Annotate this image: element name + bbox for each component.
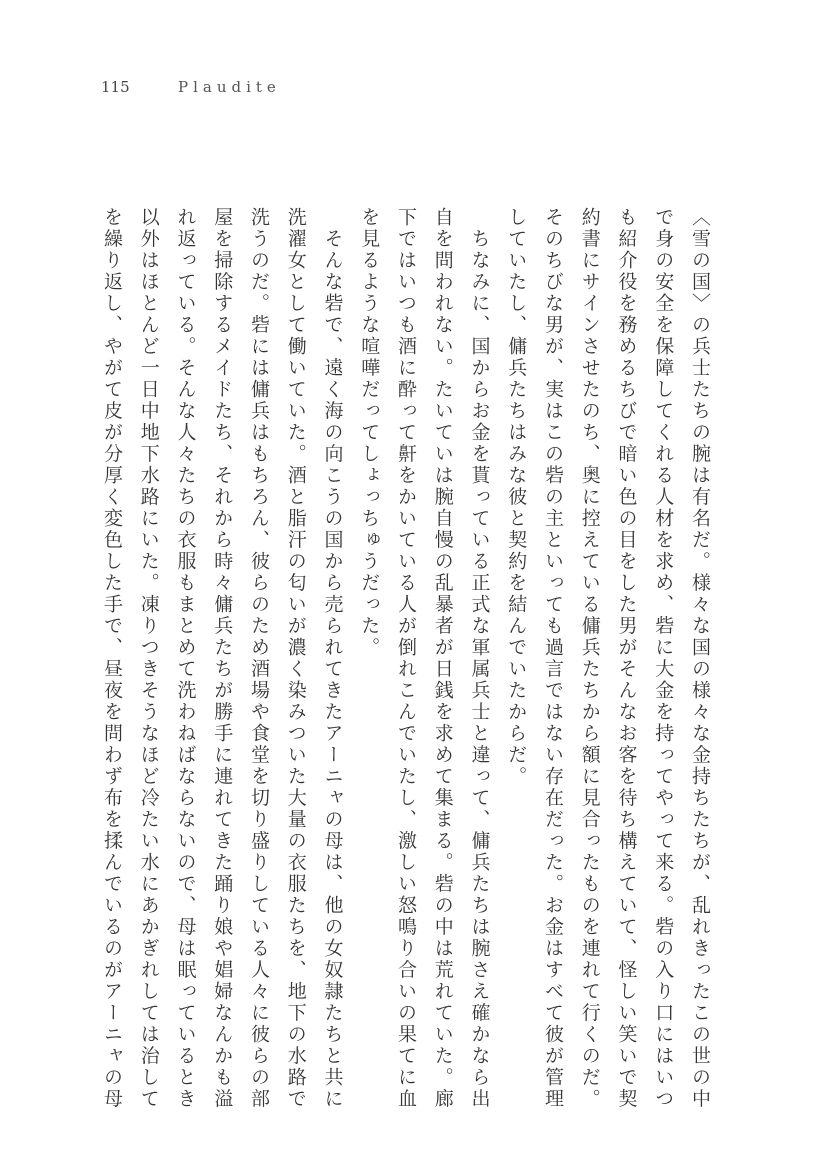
text-line: で身の安全を保障してくれる人材を求め、砦に大金を持ってやって来る。砦の入り口にはいつ xyxy=(652,207,675,1110)
text-line: 自を問われない。たいていは腕自慢の乱暴者が日銭を求めて集まる。砦の中は荒れていた。廊 xyxy=(431,207,454,1110)
text-line: 下ではいつも酒に酔って鼾をかいている人が倒れこんでいたし、激しい怒鳴り合いの果てに血 xyxy=(395,207,417,1110)
text-line: 約書にサインさせたのち、奥に控えている傭兵たちから額に見合ったものを連れて行くのだ。 xyxy=(578,207,601,1110)
text-line: 屋を掃除するメイドたち、それから時々傭兵たちが勝手に連れてきた踊り娘や娼婦なんかも溢 xyxy=(211,207,234,1110)
running-title: Plaudite xyxy=(178,78,281,96)
text-line: を繰り返し、やがて皮が分厚く変色した手で、昼夜を問わず布を揉んでいるのがアーニャの母 xyxy=(101,207,123,1110)
text-line: を見るような喧嘩だってしょっちゅうだった。 xyxy=(358,207,381,659)
text-line: 〈雪の国〉の兵士たちの腕は有名だ。様々な国の様々な金持ちたちが、乱れきったこの世の中 xyxy=(689,207,711,1110)
text-line: 洗うのだ。砦には傭兵はもちろん、彼らのため酒場や食堂を切り盛りしている人々に彼らの部 xyxy=(248,207,270,1110)
text-line: 洗濯女として働いていた。酒と脂汗の匂いが濃く染みついた大量の衣服たちを、地下の水路で xyxy=(284,207,307,1110)
text-line: そのちびな男が、実はこの砦の主といっても過言ではない存在だった。お金はすべて彼が管理 xyxy=(542,207,564,1110)
text-line: そんな砦で、遠く海の向こうの国から売られてきたアーニャの母は、他の女奴隷たちと共に xyxy=(321,207,344,1110)
text-line: していたし、傭兵たちはみな彼と契約を結んでいたからだ。 xyxy=(505,207,528,788)
text-line: 以外はほとんど一日中地下水路にいた。凍りつきそうなほど冷たい水にあかぎれしては治して xyxy=(137,207,160,1110)
text-line: ちなみに、国からお金を貰っている正式な軍属兵士と違って、傭兵たちは腕さえ確かなら出 xyxy=(468,207,491,1110)
page-number: 115 xyxy=(101,78,130,96)
text-line: も紹介役を務めるちびで暗い色の目をした男がそんなお客を待ち構えていて、怪しい笑いで契 xyxy=(615,207,638,1110)
text-line: れ返っている。そんな人々たちの衣服もまとめて洗わねばならないので、母は眠っているとき xyxy=(174,207,197,1110)
